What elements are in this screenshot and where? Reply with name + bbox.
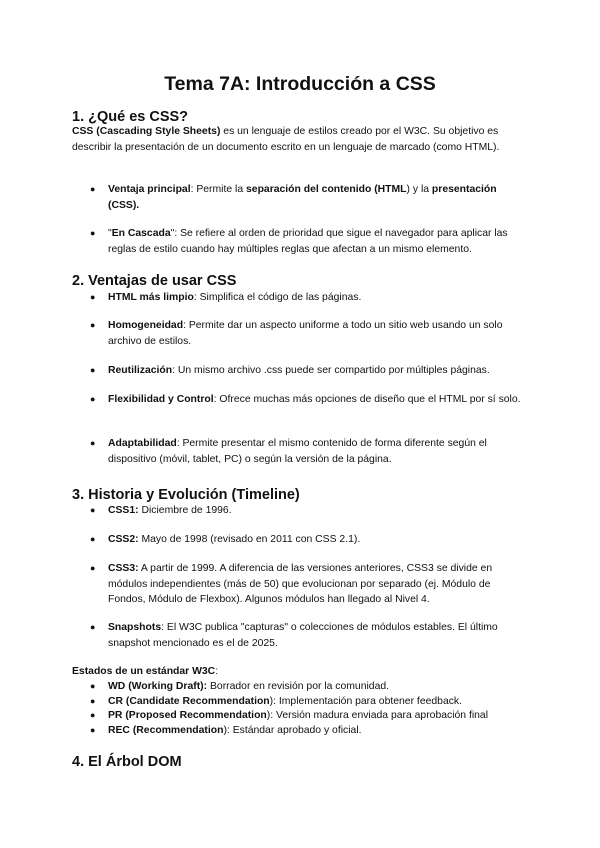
- intro-rest: es un lenguaje de estilos creado por el W3C. Su objetivo es describir la presentación de un documento escrito en un lenguaje de marcado (como HTML).: [72, 126, 500, 153]
- item-bold: presentación (CSS).: [108, 184, 497, 211]
- list-item: [90, 679, 530, 695]
- item-text: ": Se refiere al orden de prioridad que sigue el navegador para aplicar las reglas de estilo cuando hay múltiples reglas que afectan a un mismo elemento.: [108, 228, 508, 255]
- item-bold: CSS2:: [108, 534, 139, 545]
- page-title: Tema 7A: Introducción a CSS: [164, 73, 436, 95]
- item-text: : Simplifica el código de las páginas.: [193, 292, 362, 303]
- bullet-icon: ●: [90, 184, 96, 194]
- list-item: [90, 436, 530, 467]
- list-item: [90, 503, 530, 519]
- bullet-icon: ●: [90, 534, 96, 544]
- item-text: ) y la: [406, 184, 432, 195]
- list-item: [90, 708, 530, 724]
- section-4-heading: 4. El Árbol DOM: [72, 754, 182, 770]
- item-bold: CSS1:: [108, 505, 139, 516]
- item-text: : Permite presentar el mismo contenido de forma diferente según el dispositivo (móvil, tablet, PC) o según la versión de la página.: [108, 438, 487, 465]
- states-heading-colon: :: [215, 666, 219, 677]
- list-item: [90, 363, 530, 379]
- item-text: Borrador en revisión por la comunidad.: [207, 681, 390, 692]
- list-item: [90, 723, 530, 739]
- bullet-icon: ●: [90, 365, 96, 375]
- item-bold: HTML más limpio: [108, 292, 194, 303]
- item-text: : Un mismo archivo .css puede ser compartido por múltiples páginas.: [172, 365, 490, 376]
- item-bold: PR (Proposed Recommendation: [108, 710, 267, 721]
- item-text: : Permite dar un aspecto uniforme a todo un sitio web usando un solo archivo de estilos.: [108, 320, 503, 347]
- section-1-intro: [72, 124, 532, 155]
- item-text: : El W3C publica "capturas" o colecciones de módulos estables. El último snapshot mencionado es el de 2025.: [108, 622, 498, 649]
- list-item: [90, 290, 530, 306]
- bullet-icon: ●: [90, 696, 96, 706]
- item-bold: Flexibilidad y Control: [108, 394, 214, 405]
- item-text: ): Implementación para obtener feedback.: [269, 696, 462, 707]
- section-3-heading: 3. Historia y Evolución (Timeline): [72, 487, 300, 503]
- item-bold: REC (Recommendation: [108, 725, 224, 736]
- bullet-icon: ●: [90, 710, 96, 720]
- bullet-icon: ●: [90, 394, 96, 404]
- bullet-icon: ●: [90, 681, 96, 691]
- item-bold: En Cascada: [111, 228, 171, 239]
- item-text: : Ofrece muchas más opciones de diseño que el HTML por sí solo.: [213, 394, 521, 405]
- bullet-icon: ●: [90, 292, 96, 302]
- item-bold: Reutilización: [108, 365, 173, 376]
- item-bold: Snapshots: [108, 622, 162, 633]
- item-text: ): Versión madura enviada para aprobación final: [266, 710, 489, 721]
- item-bold: Homogeneidad: [108, 320, 184, 331]
- bullet-icon: ●: [90, 563, 96, 573]
- item-text: : Permite la: [190, 184, 247, 195]
- bullet-icon: ●: [90, 622, 96, 632]
- item-text: Diciembre de 1996.: [138, 505, 232, 516]
- bullet-icon: ●: [90, 228, 96, 238]
- bullet-icon: ●: [90, 505, 96, 515]
- section-1-heading: 1. ¿Qué es CSS?: [72, 109, 189, 125]
- list-item: [90, 561, 530, 608]
- list-item: [90, 532, 530, 548]
- list-item: [90, 182, 530, 213]
- list-item: [90, 620, 530, 651]
- bullet-icon: ●: [90, 725, 96, 735]
- item-bold: Adaptabilidad: [108, 438, 177, 449]
- states-heading-text: Estados de un estándar W3C: [72, 666, 216, 677]
- states-heading: [72, 664, 218, 679]
- item-bold: WD (Working Draft):: [108, 681, 208, 692]
- list-item: [90, 392, 530, 408]
- intro-bold: CSS (Cascading Style Sheets): [72, 126, 221, 137]
- item-bold: CSS3:: [108, 563, 139, 574]
- item-bold: separación del contenido (HTML: [246, 184, 407, 195]
- list-item: [90, 226, 530, 257]
- item-text: ": [108, 228, 112, 239]
- bullet-icon: ●: [90, 438, 96, 448]
- item-text: Mayo de 1998 (revisado en 2011 con CSS 2.1).: [138, 534, 361, 545]
- bullet-icon: ●: [90, 320, 96, 330]
- list-item: [90, 318, 530, 349]
- section-2-heading: 2. Ventajas de usar CSS: [72, 273, 237, 289]
- item-bold: Ventaja principal: [108, 184, 191, 195]
- item-text: A partir de 1999. A diferencia de las versiones anteriores, CSS3 se divide en módulos independientes (más de 50) que evolucionan por separado (ej. Módulo de Fondos, Módulo de Flexbox). Algunos módulos han llegado al Nivel 4.: [108, 563, 493, 605]
- item-text: ): Estándar aprobado y oficial.: [223, 725, 362, 736]
- item-bold: CR (Candidate Recommendation: [108, 696, 270, 707]
